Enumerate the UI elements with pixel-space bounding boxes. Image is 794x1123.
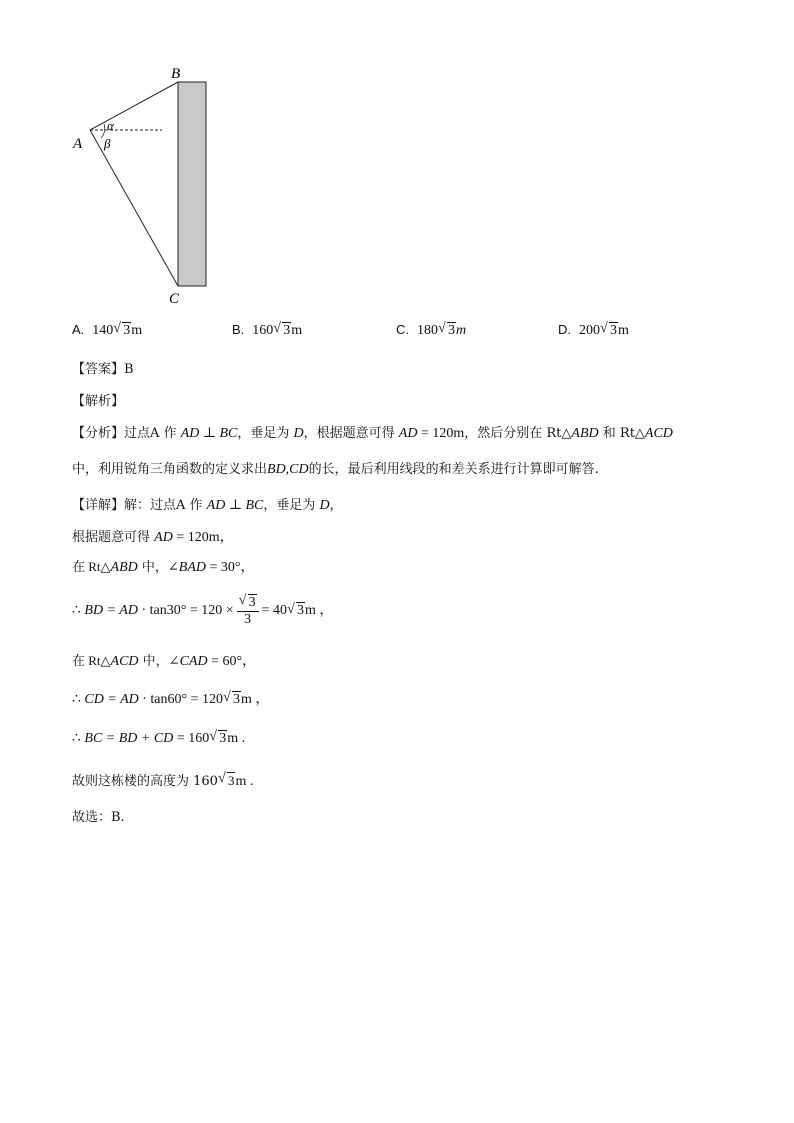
fenxi-line-1: [72, 422, 673, 442]
text-segment: ∴: [72, 603, 85, 619]
detail-line-2: [72, 526, 234, 546]
analysis-heading: 【解析】: [72, 394, 125, 409]
option-unit: m: [618, 323, 629, 338]
math-segment: AD ⊥ BC: [206, 498, 264, 513]
sqrt-symbol: [218, 772, 236, 789]
fraction: [237, 594, 259, 628]
detail-tag: 【详解】: [72, 498, 125, 513]
option-unit: m: [291, 323, 303, 338]
sqrt-symbol: [438, 322, 456, 339]
text-segment: ，然后分别在 Rt△: [464, 426, 572, 441]
option-coef: 180: [417, 323, 438, 338]
option-letter: D.: [558, 322, 571, 337]
option-coef: 160: [252, 323, 274, 338]
sqrt-symbol: [600, 322, 618, 339]
text-segment: 和 Rt△: [598, 426, 645, 441]
sqrt-radicand: 3: [233, 692, 240, 707]
text-segment: 的长，最后利用线段的和差关系进行计算即可解答.: [308, 462, 599, 477]
math-segment: m .: [235, 774, 254, 789]
math-segment: · tan60° = 120: [138, 692, 223, 707]
answer-value: B: [124, 362, 134, 377]
sqrt-radicand: 3: [610, 323, 617, 338]
math-segment: ACD: [110, 654, 139, 669]
line-ac: [90, 130, 178, 286]
sqrt-symbol: [287, 594, 305, 628]
math-segment: ACD: [644, 426, 673, 441]
option-unit: m: [131, 323, 143, 338]
math-segment: D: [293, 426, 304, 441]
sqrt-radicand: 3: [248, 595, 256, 610]
option-a: [72, 322, 142, 339]
option-c: [396, 322, 466, 339]
text-segment: ，根据题意可得: [303, 426, 399, 441]
math-segment: m ，: [305, 603, 334, 619]
option-unit: m: [456, 323, 467, 338]
sqrt-symbol: [239, 594, 257, 611]
sqrt-radicand: 3: [448, 323, 455, 338]
math-segment: ABD: [571, 426, 599, 441]
text-segment: ∴: [72, 731, 85, 746]
text-segment: 过点A 作: [124, 426, 181, 441]
sqrt-radicand: 3: [297, 603, 305, 619]
answer-line: [72, 358, 134, 377]
math-segment: AD: [154, 530, 173, 545]
math-segment: = 30°，: [206, 560, 255, 575]
answer-tag: 【答案】: [72, 362, 125, 377]
text-segment: 中，∠: [137, 560, 179, 575]
sqrt-symbol: [209, 730, 227, 747]
math-segment: BD = AD: [84, 603, 138, 619]
text-segment: 在 Rt△: [72, 559, 111, 574]
text-segment: 中，∠: [138, 654, 180, 669]
label-b: B: [171, 66, 181, 82]
sqrt-radicand: 3: [219, 731, 227, 746]
math-segment: CD = AD: [84, 692, 139, 707]
text-segment: 中，利用锐角三角函数的定义求出: [72, 462, 268, 477]
sqrt-radicand: 3: [123, 323, 131, 338]
sqrt-symbol: [223, 691, 241, 708]
math-segment: BAD: [178, 560, 206, 575]
text-segment: 故则这栋楼的高度为 160: [72, 774, 218, 789]
option-coef: 140: [92, 323, 114, 338]
math-segment: CAD: [179, 654, 208, 669]
detail-line-7: [72, 730, 245, 747]
math-segment: = 120m: [417, 426, 465, 441]
option-letter: C.: [396, 322, 409, 337]
fenxi-tag: 【分析】: [72, 426, 125, 441]
text-segment: 在 Rt△: [72, 653, 111, 668]
detail-line-5: [72, 650, 256, 670]
fraction-denominator: 3: [244, 612, 252, 627]
label-alpha: α: [107, 118, 114, 133]
option-letter: B.: [232, 322, 245, 337]
sqrt-symbol: [113, 322, 131, 339]
math-segment: m ，: [241, 692, 270, 707]
detail-line-1: [72, 494, 343, 514]
text-segment: ，: [329, 498, 343, 513]
text-segment: ，垂足为: [237, 426, 294, 441]
option-d: [558, 322, 629, 339]
text-segment: 解：过点A 作: [124, 498, 207, 513]
text-segment: ∴: [72, 692, 85, 707]
label-c: C: [169, 291, 180, 307]
sqrt-radicand: 3: [283, 323, 291, 338]
math-segment: ABD: [110, 560, 138, 575]
line-ab: [90, 82, 178, 130]
math-segment: = 160: [173, 731, 210, 746]
math-segment: BC = BD + CD: [84, 731, 174, 746]
math-segment: = 40: [261, 603, 288, 619]
text-segment: ，垂足为: [263, 498, 320, 513]
detail-line-8: [72, 770, 253, 790]
detail-line-6: [72, 688, 269, 708]
sqrt-radicand: 3: [227, 773, 235, 788]
math-segment: D: [319, 498, 330, 513]
math-segment: AD ⊥ BC: [180, 426, 238, 441]
math-segment: AD: [398, 426, 418, 441]
sqrt-symbol: [273, 322, 291, 339]
math-segment: · tan30° = 120 ×: [137, 603, 234, 619]
option-b: [232, 322, 302, 339]
math-segment: m .: [227, 731, 246, 746]
geometry-figure: [60, 60, 230, 310]
detail-line-4: [72, 594, 333, 628]
label-a: A: [73, 136, 83, 152]
math-segment: = 120m，: [172, 530, 234, 545]
math-segment: BD,CD: [267, 462, 309, 477]
building-rect: [178, 82, 206, 286]
math-segment: = 60°，: [207, 654, 257, 669]
option-letter: A.: [72, 322, 85, 337]
detail-line-3: [72, 556, 255, 576]
option-coef: 200: [579, 323, 600, 338]
detail-line-9: 故选：B.: [72, 810, 125, 825]
fenxi-line-2: [72, 458, 599, 478]
label-beta: β: [104, 136, 111, 151]
text-segment: 根据题意可得: [72, 530, 155, 545]
